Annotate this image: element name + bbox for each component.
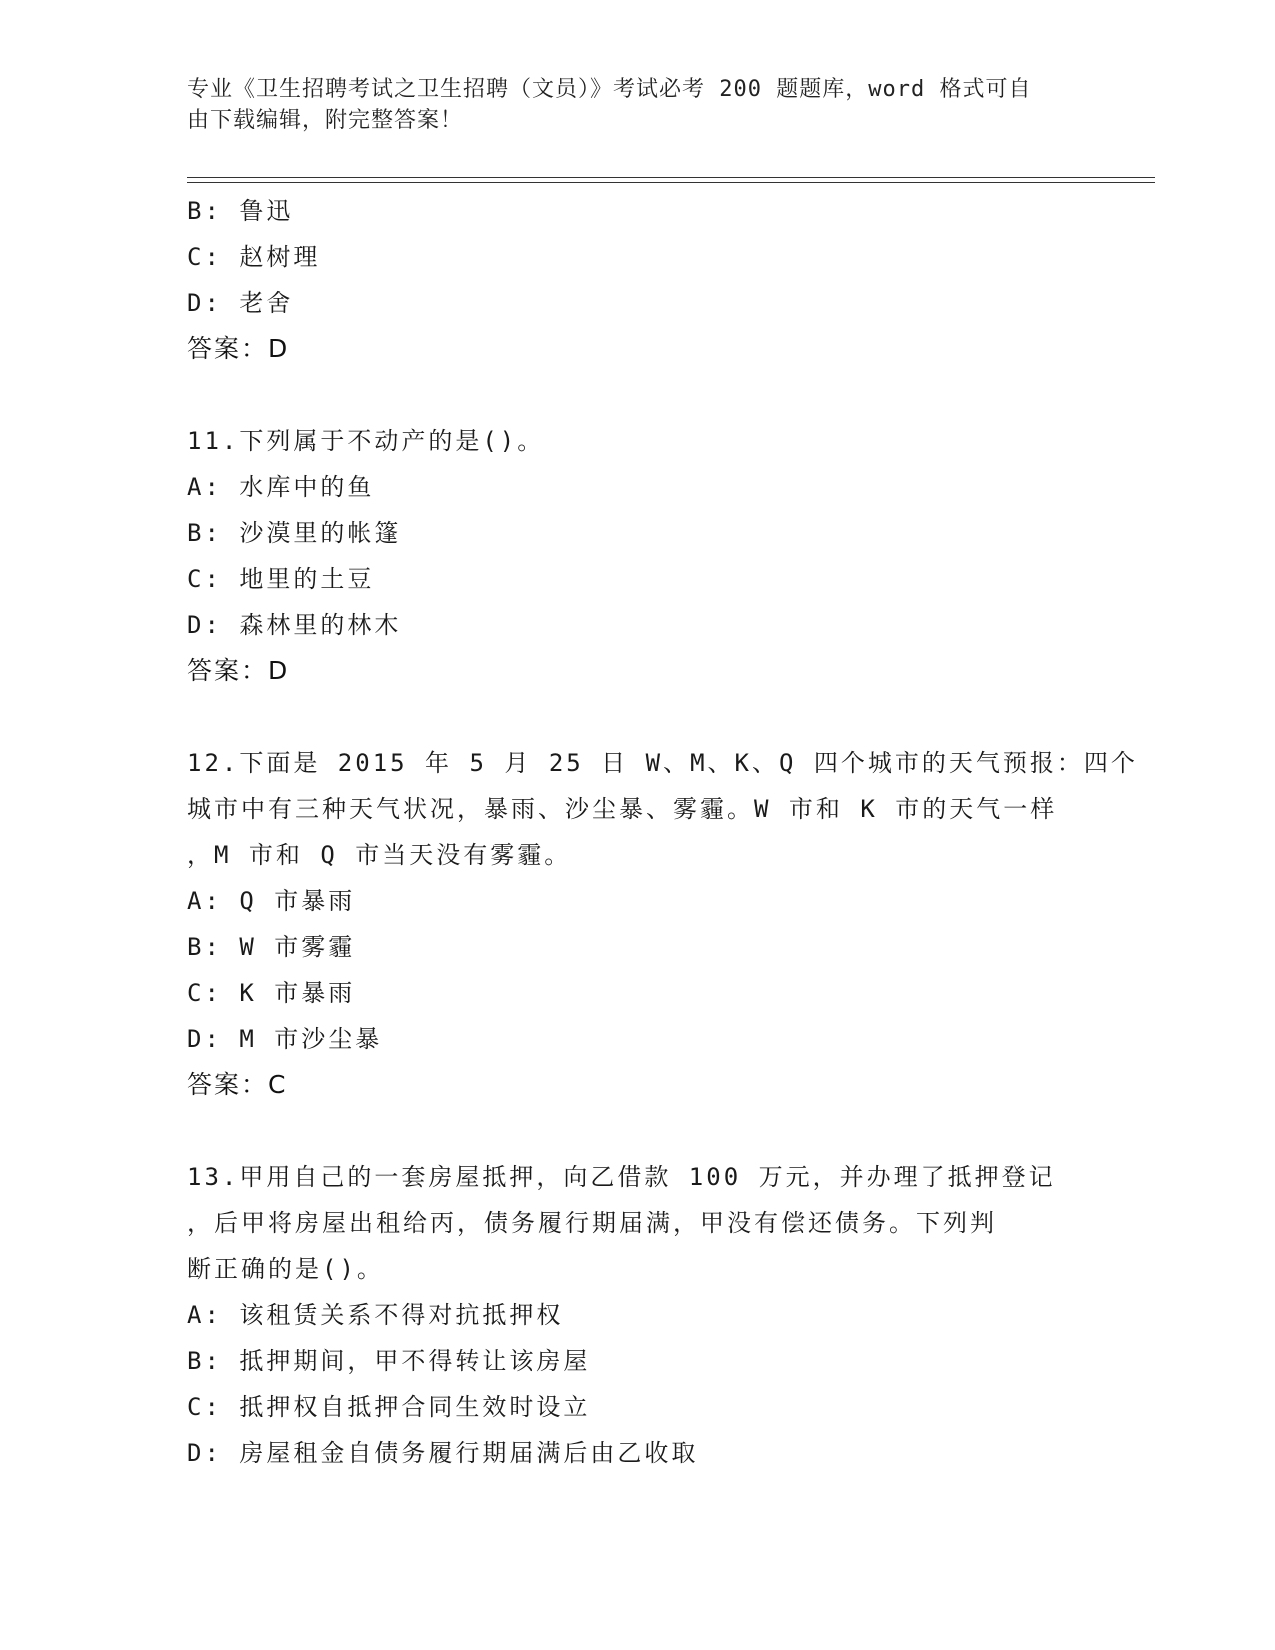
option-d: D: 房屋租金自债务履行期届满后由乙收取	[187, 1439, 699, 1467]
option-b: B: W 市雾霾	[187, 933, 356, 961]
answer-line: 答案：C	[187, 1070, 288, 1099]
option-c: C: 赵树理	[187, 243, 321, 271]
question-10-tail	[187, 188, 1087, 372]
answer-line: 答案：D	[187, 656, 290, 685]
question-stem: 11.下列属于不动产的是()。	[187, 427, 545, 455]
spacer	[187, 694, 1087, 740]
question-stem: 13.甲用自己的一套房屋抵押，向乙借款 100 万元，并办理了抵押登记	[187, 1163, 1056, 1191]
option-c: C: 抵押权自抵押合同生效时设立	[187, 1393, 591, 1421]
question-stem: 12.下面是 2015 年 5 月 25 日 W、M、K、Q 四个城市的天气预报：四个	[187, 749, 1138, 777]
header-divider-top	[187, 177, 1155, 178]
question-12	[187, 740, 1138, 1108]
option-d: D: M 市沙尘暴	[187, 1025, 383, 1053]
header-line-1: 专业《卫生招聘考试之卫生招聘（文员）》考试必考 200 题题库，word 格式可自	[187, 77, 1032, 102]
question-stem-continued: 断正确的是()。	[187, 1255, 384, 1283]
option-b: B: 沙漠里的帐篷	[187, 519, 402, 547]
header-line-2: 由下载编辑，附完整答案！	[187, 108, 464, 133]
option-a: A: Q 市暴雨	[187, 887, 356, 915]
question-stem-continued: ，M 市和 Q 市当天没有雾霾。	[187, 841, 572, 869]
spacer	[187, 1108, 1087, 1154]
option-d: D: 老舍	[187, 289, 294, 317]
option-a: A: 水库中的鱼	[187, 473, 375, 501]
option-c: C: 地里的土豆	[187, 565, 375, 593]
question-list	[187, 188, 1138, 1476]
spacer	[187, 372, 1087, 418]
question-stem-continued: 城市中有三种天气状况，暴雨、沙尘暴、雾霾。W 市和 K 市的天气一样	[187, 795, 1058, 823]
option-a: A: 该租赁关系不得对抗抵押权	[187, 1301, 564, 1329]
answer-line: 答案：D	[187, 334, 290, 363]
question-11	[187, 418, 1087, 694]
option-b: B: 抵押期间，甲不得转让该房屋	[187, 1347, 591, 1375]
question-stem-continued: ，后甲将房屋出租给丙，债务履行期届满，甲没有偿还债务。下列判	[187, 1209, 997, 1237]
option-d: D: 森林里的林木	[187, 611, 402, 639]
question-13	[187, 1154, 1087, 1476]
option-c: C: K 市暴雨	[187, 979, 356, 1007]
option-b: B: 鲁迅	[187, 197, 294, 225]
header-divider-bottom	[187, 182, 1155, 183]
document-header	[187, 74, 1067, 136]
